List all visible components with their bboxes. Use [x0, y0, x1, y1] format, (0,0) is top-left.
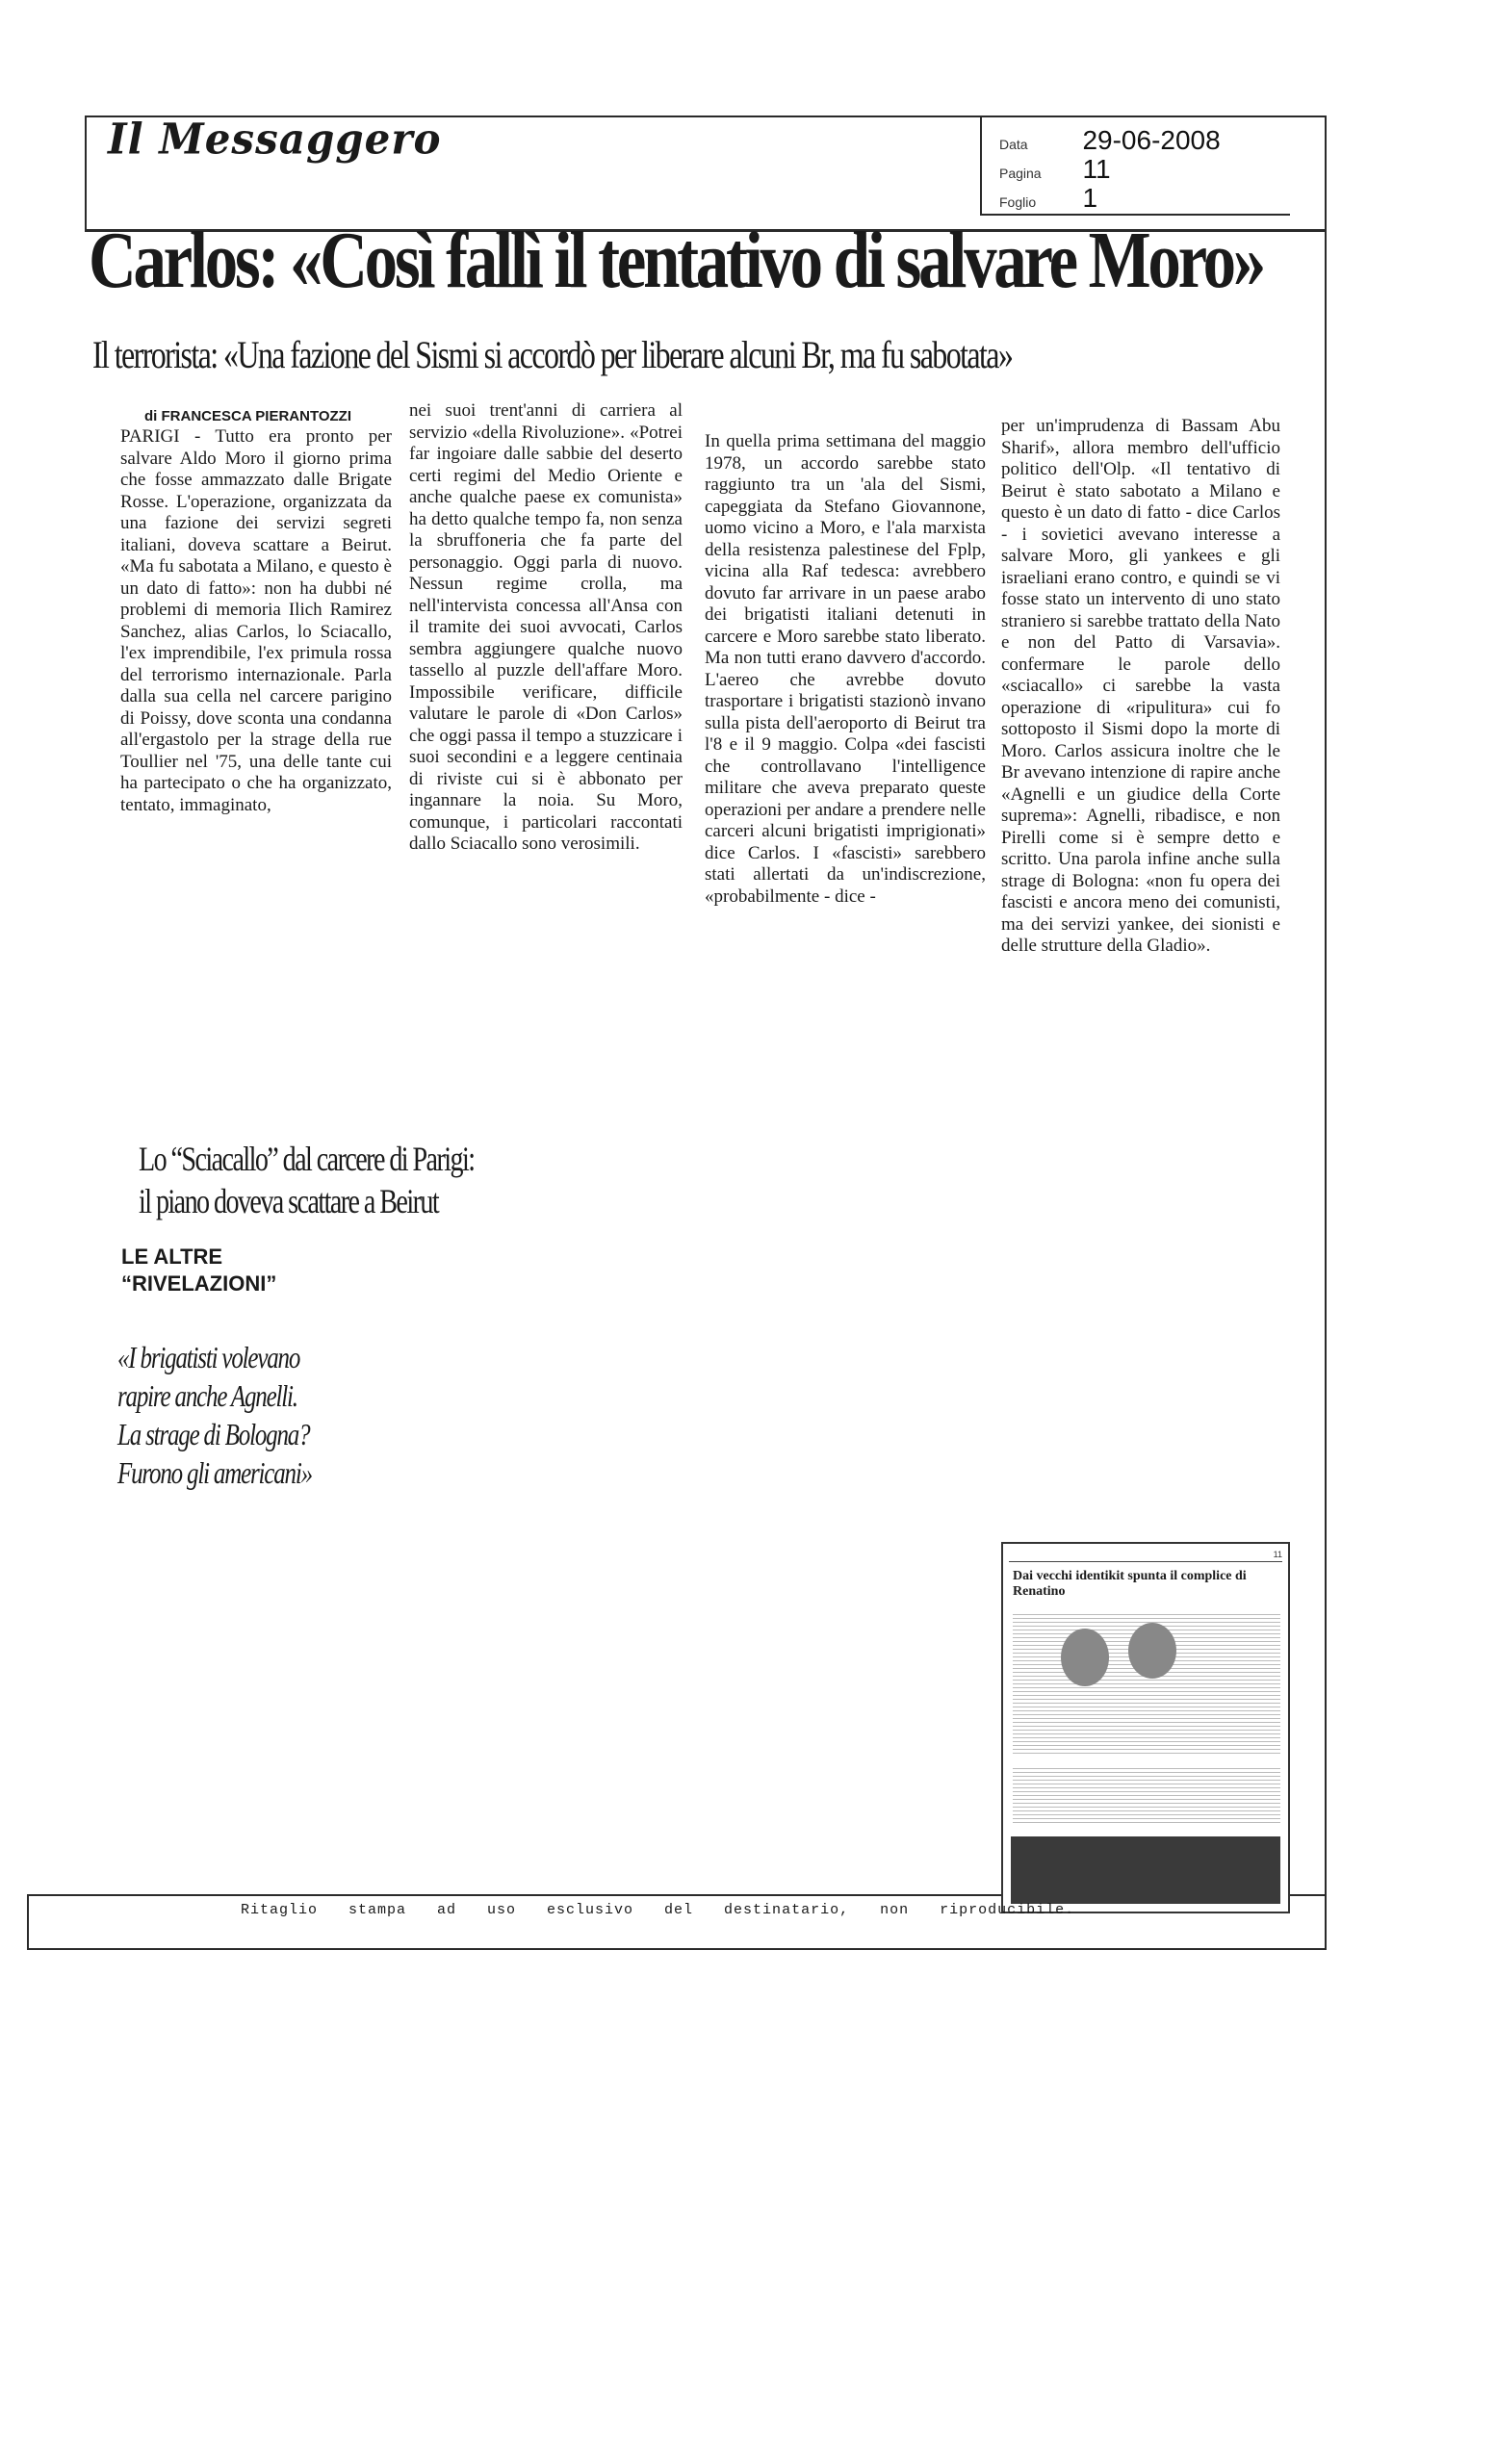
thumbnail-photo-band: [1011, 1836, 1280, 1904]
meta-date-row: [999, 125, 1221, 156]
frame-left-rule: [85, 116, 87, 231]
sidebar-title-line: “RIVELAZIONI”: [121, 1271, 277, 1296]
meta-date-label: Data: [999, 137, 1028, 152]
body-column-3: [705, 431, 986, 908]
pull-quote-callout: [139, 1138, 474, 1222]
body-text: In quella prima settimana del maggio 1978, un accordo sarebbe stato raggiunto tra un 'ala del Sismi, capeggiata da Stefano Giovannone, uomo vicino a Moro, e l'ala marxista della resistenza palestinese del Fplp, vicina alla Raf tedesca: avrebbero dovuto far arrivare in un paese arabo dei brigatisti italiani detenuti in carcere e Moro sarebbe stato liberato. Ma non tutti erano davvero d'accordo. L'aereo che avrebbe dovuto trasportare i brigatisti stazionò invano sulla pista dell'aeroporto di Beirut tra l'8 e il 9 maggio. Colpa «dei fascisti che controllavano l'intelligence militare che aveva preparato queste operazioni per andare a prendere nelle carceri alcuni brigatisti imprigionati» dice Carlos. I «fascisti» sarebbero stati allertati da un'indiscrezione, «probabilmente - dice -: [705, 431, 986, 907]
article-subheadline: Il terrorista: «Una fazione del Sismi si accordò per liberare alcuni Br, ma fu sabotata»: [92, 333, 1013, 376]
thumbnail-text-block: [1013, 1765, 1280, 1823]
body-text: nei suoi trent'anni di carriera al servizio «della Rivoluzione». «Potrei far ingoiare dalle sabbie del deserto certi regimi del Medio Oriente e anche qualche paese ex comunista» ha detto qualche tempo fa, non senza la sbruffoneria che fa parte del personaggio. Oggi parla di nuovo. Nessun regime crolla, ma nell'intervista concessa all'Ansa con il tramite dei suoi avvocati, Carlos sembra aggiungere qualche nuovo tassello al puzzle dell'affare Moro. Impossibile verificare, difficile valutare le parole di «Don Carlos» che oggi passa il tempo a stuzzicare i suoi secondini e a leggere centinaia di riviste cui si è abbonato per ingannare la noia. Su Moro, comunque, i particolari raccontati dallo Sciacallo sono verosimili.: [409, 400, 683, 854]
sidebar-quote-line: La strage di Bologna?: [117, 1417, 310, 1451]
meta-page-value: 11: [1082, 154, 1111, 184]
sidebar-quote: [117, 1338, 312, 1492]
callout-line: il piano doveva scattare a Beirut: [139, 1182, 439, 1220]
meta-date-value: 29-06-2008: [1082, 125, 1221, 155]
byline: di FRANCESCA PIERANTOZZI: [144, 408, 352, 424]
thumbnail-photo: [1128, 1623, 1176, 1679]
masthead-logo: Il Messaggero: [108, 114, 442, 165]
body-text: PARIGI - Tutto era pronto per salvare Aldo Moro il giorno prima che fosse ammazzato dalle Brigate Rosse. L'operazione, organizzata da una fazione dei servizi segreti italiani, doveva scattare a Beirut. «Ma fu sabotata a Milano, e questo è un dato di fatto»: non ha dubbi né problemi di memoria Ilich Ramirez Sanchez, alias Carlos, lo Sciacallo, l'ex imprendibile, l'ex primula rossa del terrorismo internazionale. Parla dalla sua cella nel carcere parigino di Poissy, dove sconta una condanna all'ergastolo per la strage della rue Toullier nel '75, una delle tante cui ha partecipato o che ha organizzato, tentato, immaginato,: [120, 426, 392, 815]
sidebar-quote-line: rapire anche Agnelli.: [117, 1378, 297, 1413]
frame-left-lower-rule: [27, 1894, 29, 1950]
page-thumbnail: [1001, 1542, 1290, 1913]
thumbnail-photo: [1061, 1629, 1109, 1686]
body-column-4: [1001, 416, 1280, 958]
thumbnail-header: [1009, 1550, 1282, 1562]
metadata-box: [980, 117, 1290, 216]
footer-bottom-rule: [27, 1948, 1327, 1950]
thumbnail-title: Dai vecchi identikit spunta il complice di Renatino: [1013, 1569, 1247, 1599]
footer-notice: Ritaglio stampa ad uso esclusivo del destinatario, non riproducibile.: [241, 1902, 1075, 1918]
thumbnail-page-number: 11: [1273, 1550, 1282, 1559]
body-column-2: [409, 400, 683, 856]
body-text: per un'imprudenza di Bassam Abu Sharif», allora membro dell'ufficio politico dell'Olp. «Il tentativo di Beirut è stato sabotato a Milano e questo è un dato di fatto - dice Carlos - i sovietici avevano interesse a salvare Moro, gli yankees e gli israeliani erano contro, e quindi se vi fosse stato un intervento di uno stato straniero si sarebbe trattato della Nato e non del Patto di Varsavia». confermare le parole dello «sciacallo» ci sarebbe la vasta operazione di «ripulitura» cui fo sottoposto il Sismi dopo la morte di Moro. Carlos assicura inoltre che le Br avevano intenzione di rapire anche «Agnelli e un giudice della Corte suprema»: Agnelli, ribadisce, e non Pirelli come si è sempre detto e scritto. Una parola infine anche sulla strage di Bologna: «non fu opera dei fascisti e ancora meno dei comunisti, ma dei servizi yankee, dei sionisti e delle strutture della Gladio».: [1001, 416, 1280, 956]
meta-sheet-row: [999, 183, 1097, 214]
meta-page-row: [999, 154, 1111, 185]
frame-right-rule: [1325, 116, 1327, 1950]
article-headline: Carlos: «Così fallì il tentativo di salvare Moro»: [89, 216, 1263, 305]
sidebar-quote-line: «I brigatisti volevano: [117, 1340, 300, 1374]
sidebar-quote-line: Furono gli americani»: [117, 1455, 312, 1490]
meta-sheet-label: Foglio: [999, 194, 1037, 210]
sidebar-title-line: LE ALTRE: [121, 1245, 223, 1269]
meta-page-label: Pagina: [999, 166, 1042, 181]
callout-line: Lo “Sciacallo” dal carcere di Parigi:: [139, 1140, 475, 1178]
meta-sheet-value: 1: [1082, 183, 1098, 213]
sidebar-title: [121, 1244, 276, 1297]
body-column-1: [120, 426, 392, 816]
